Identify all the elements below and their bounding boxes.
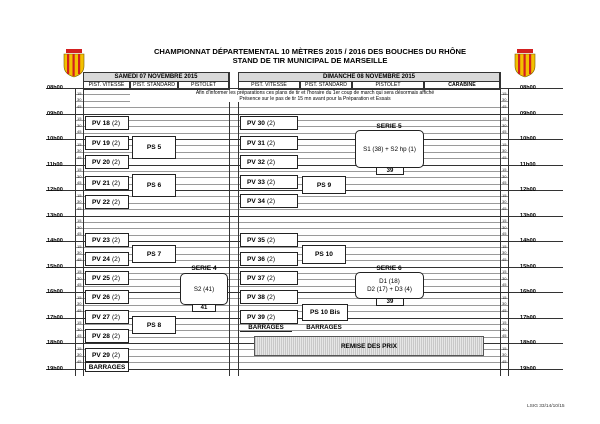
info-note-line2: Présence sur le pas de tir 15 mn avant pour la Préparation et Essais <box>130 96 500 102</box>
hour-label-right: 10h00 <box>520 136 536 142</box>
quarter-label-left: 15 <box>77 243 82 249</box>
hour-label-left: 08h00 <box>47 85 63 91</box>
event-serie-4-label: SERIE 4 <box>191 264 217 272</box>
col-sat-pist-standard: PIST. STANDARD <box>130 81 178 90</box>
hour-label-right: 19h00 <box>520 365 536 372</box>
event-serie-6-d2d3: D2 (17) + D3 (4) <box>367 285 412 293</box>
hour-label-left: 09h00 <box>47 110 63 117</box>
grid-divider <box>500 72 501 376</box>
hour-label-right: 11h00 <box>520 161 536 168</box>
quarter-label-left: 45 <box>77 256 82 262</box>
hour-label-left: 15h00 <box>47 263 63 270</box>
quarter-label-right: 15 <box>502 141 507 147</box>
event-pv-26: PV 26 (2) <box>85 290 129 304</box>
event-pv-35: PV 35 (2) <box>240 233 298 247</box>
quarter-label-right: 15 <box>502 294 507 300</box>
event-serie-5-detail: S1 (38) + S2 hp (1) <box>363 145 416 153</box>
hour-label-left: 19h00 <box>47 365 63 372</box>
quarter-label-left: 30 <box>77 148 82 154</box>
event-pv-32: PV 32 (2) <box>240 155 298 169</box>
hour-label-right: 14h00 <box>520 238 536 244</box>
event-serie-6-label: SERIE 6 <box>376 264 402 272</box>
quarter-label-right: 30 <box>502 97 507 103</box>
quarter-label-right: 45 <box>502 282 507 288</box>
quarter-label-right: 45 <box>502 307 507 313</box>
quarter-label-right: 15 <box>502 269 507 275</box>
quarter-label-right: 15 <box>502 345 507 351</box>
quarter-label-left: 45 <box>77 307 82 313</box>
hour-label-right: 16h00 <box>520 289 536 295</box>
quarter-label-left: 45 <box>77 103 82 109</box>
event-serie-5-label: SERIE 5 <box>376 122 402 130</box>
hour-label-left: 10h00 <box>47 136 63 142</box>
hour-label-left: 12h00 <box>47 187 63 193</box>
quarter-label-left: 15 <box>77 90 82 96</box>
quarter-label-right: 15 <box>502 90 507 96</box>
event-barrages-sunday-ps: BARRAGES <box>306 324 342 331</box>
event-ps-5: PS 5 <box>132 136 176 159</box>
event-ps-8: PS 8 <box>132 316 176 334</box>
event-serie-6-d1: D1 (18) <box>379 277 400 285</box>
quarter-label-left: 15 <box>77 192 82 198</box>
hour-label-right: 18h00 <box>520 340 536 346</box>
quarter-label-left: 45 <box>77 154 82 160</box>
hour-label-left: 18h00 <box>47 340 63 346</box>
quarter-label-left: 45 <box>77 333 82 339</box>
quarter-label-left: 45 <box>77 282 82 288</box>
col-sun-pist-standard: PIST. STANDARD <box>300 81 352 90</box>
quarter-label-left: 15 <box>77 141 82 147</box>
quarter-label-right: 30 <box>502 173 507 179</box>
quarter-label-left: 30 <box>77 352 82 358</box>
quarter-label-left: 15 <box>77 269 82 275</box>
event-serie-4-count: 41 <box>192 304 216 312</box>
quarter-label-right: 45 <box>502 205 507 211</box>
quarter-label-right: 30 <box>502 275 507 281</box>
quarter-label-right: 45 <box>502 358 507 364</box>
event-ps-7: PS 7 <box>132 245 176 263</box>
hour-label-right: 08h00 <box>520 85 536 91</box>
quarter-label-right: 15 <box>502 320 507 326</box>
quarter-label-right: 30 <box>502 301 507 307</box>
event-pv-38: PV 38 (2) <box>240 290 298 304</box>
event-serie-6-count: 39 <box>376 298 404 306</box>
quarter-label-right: 45 <box>502 333 507 339</box>
hour-label-left: 17h00 <box>47 314 63 321</box>
event-pv-29: PV 29 (2) <box>85 348 129 362</box>
quarter-label-left: 30 <box>77 173 82 179</box>
grid-divider <box>75 88 76 376</box>
quarter-label-right: 45 <box>502 103 507 109</box>
col-sun-pist-vitesse: PIST. VITESSE <box>238 81 300 90</box>
event-ps-6: PS 6 <box>132 174 176 197</box>
event-ps-10-bis: PS 10 Bis <box>302 304 348 321</box>
quarter-label-left: 45 <box>77 358 82 364</box>
quarter-label-left: 45 <box>77 129 82 135</box>
quarter-label-right: 30 <box>502 224 507 230</box>
col-sun-pistolet: PISTOLET <box>352 81 424 90</box>
col-sun-carabine: CARABINE <box>424 81 500 90</box>
quarter-label-left: 30 <box>77 199 82 205</box>
grid-divider <box>508 88 509 376</box>
quarter-label-left: 30 <box>77 224 82 230</box>
hour-label-left: 11h00 <box>47 161 63 168</box>
quarter-label-right: 15 <box>502 218 507 224</box>
quarter-line <box>75 305 508 306</box>
hour-line <box>46 114 563 115</box>
hour-label-right: 09h00 <box>520 110 536 117</box>
quarter-label-left: 30 <box>77 275 82 281</box>
quarter-label-left: 15 <box>77 116 82 122</box>
event-pv-36: PV 36 (2) <box>240 252 298 266</box>
quarter-label-right: 30 <box>502 148 507 154</box>
event-serie-4 <box>180 273 228 305</box>
hour-line <box>46 216 563 217</box>
quarter-label-right: 15 <box>502 167 507 173</box>
day-header-sunday: DIMANCHE 08 NOVEMBRE 2015 <box>238 72 500 82</box>
quarter-label-right: 45 <box>502 129 507 135</box>
event-pv-24: PV 24 (2) <box>85 252 129 266</box>
event-remise-des-prix: REMISE DES PRIX <box>254 336 484 356</box>
event-barrages-saturday: BARRAGES <box>85 362 129 372</box>
quarter-label-left: 15 <box>77 320 82 326</box>
footer-reference: LSIG 33/14/10/15 <box>527 404 565 409</box>
quarter-label-right: 30 <box>502 122 507 128</box>
quarter-label-right: 30 <box>502 326 507 332</box>
quarter-line <box>75 133 508 134</box>
hour-label-left: 14h00 <box>47 238 63 244</box>
quarter-label-left: 15 <box>77 294 82 300</box>
event-serie-5-count: 39 <box>376 167 404 175</box>
hour-label-right: 15h00 <box>520 263 536 270</box>
quarter-label-left: 15 <box>77 345 82 351</box>
quarter-label-right: 45 <box>502 180 507 186</box>
event-pv-23: PV 23 (2) <box>85 233 129 247</box>
hour-label-right: 13h00 <box>520 212 536 219</box>
document-title: CHAMPIONNAT DÉPARTEMENTAL 10 MÈTRES 2015 / 2016 DES BOUCHES DU RHÔNE <box>153 47 467 56</box>
event-ps-10: PS 10 <box>302 245 346 264</box>
hour-label-left: 13h00 <box>47 212 63 219</box>
quarter-label-right: 45 <box>502 154 507 160</box>
info-note-line1: Afin d'informer les préparations ces plans de tir et l'horaire du 1er coup de march qui sera désormais affiché <box>130 90 500 96</box>
quarter-label-right: 45 <box>502 256 507 262</box>
grid-divider <box>83 72 84 376</box>
quarter-line <box>75 222 508 223</box>
quarter-label-right: 15 <box>502 116 507 122</box>
hour-label-right: 12h00 <box>520 187 536 193</box>
event-pv-27: PV 27 (2) <box>85 310 129 324</box>
quarter-line <box>75 286 508 287</box>
quarter-label-left: 30 <box>77 122 82 128</box>
hour-label-left: 16h00 <box>47 289 63 295</box>
quarter-label-right: 30 <box>502 352 507 358</box>
event-pv-19: PV 19 (2) <box>85 136 129 150</box>
event-pv-18: PV 18 (2) <box>85 116 129 130</box>
quarter-label-left: 30 <box>77 326 82 332</box>
event-pv-30: PV 30 (2) <box>240 116 298 130</box>
hour-line <box>46 267 563 268</box>
quarter-label-left: 30 <box>77 250 82 256</box>
quarter-label-left: 45 <box>77 231 82 237</box>
document-subtitle: STAND DE TIR MUNICIPAL DE MARSEILLE <box>232 56 388 65</box>
event-serie-6 <box>355 272 424 299</box>
event-pv-22: PV 22 (2) <box>85 195 129 209</box>
quarter-label-left: 15 <box>77 218 82 224</box>
event-pv-33: PV 33 (2) <box>240 175 298 189</box>
event-ps-9: PS 9 <box>302 176 346 194</box>
quarter-label-right: 15 <box>502 243 507 249</box>
quarter-label-right: 30 <box>502 199 507 205</box>
quarter-label-left: 45 <box>77 180 82 186</box>
quarter-label-right: 30 <box>502 250 507 256</box>
event-pv-21: PV 21 (2) <box>85 176 129 190</box>
event-pv-34: PV 34 (2) <box>240 194 298 208</box>
event-pv-28: PV 28 (2) <box>85 329 129 343</box>
event-pv-37: PV 37 (2) <box>240 271 298 285</box>
grid-divider <box>238 72 239 376</box>
quarter-label-right: 15 <box>502 192 507 198</box>
col-sat-pistolet: PISTOLET <box>178 81 229 90</box>
event-pv-39: PV 39 (2) <box>240 310 298 324</box>
event-pv-31: PV 31 (2) <box>240 136 298 150</box>
grid-divider <box>229 72 230 376</box>
col-sat-pist-vitesse: PIST. VITESSE <box>83 81 130 90</box>
quarter-label-left: 30 <box>77 301 82 307</box>
quarter-label-left: 45 <box>77 205 82 211</box>
quarter-label-left: 30 <box>77 97 82 103</box>
event-serie-5 <box>355 130 424 168</box>
event-pv-25: PV 25 (2) <box>85 271 129 285</box>
hour-line <box>46 88 563 89</box>
quarter-label-left: 15 <box>77 167 82 173</box>
event-barrages-sunday-pv: BARRAGES <box>240 323 292 332</box>
day-header-saturday: SAMEDI 07 NOVEMBRE 2015 <box>83 72 229 82</box>
event-pv-20: PV 20 (2) <box>85 155 129 169</box>
hour-label-right: 17h00 <box>520 314 536 321</box>
quarter-line <box>75 171 508 172</box>
quarter-label-right: 45 <box>502 231 507 237</box>
event-serie-4-detail: S2 (41) <box>193 285 215 293</box>
